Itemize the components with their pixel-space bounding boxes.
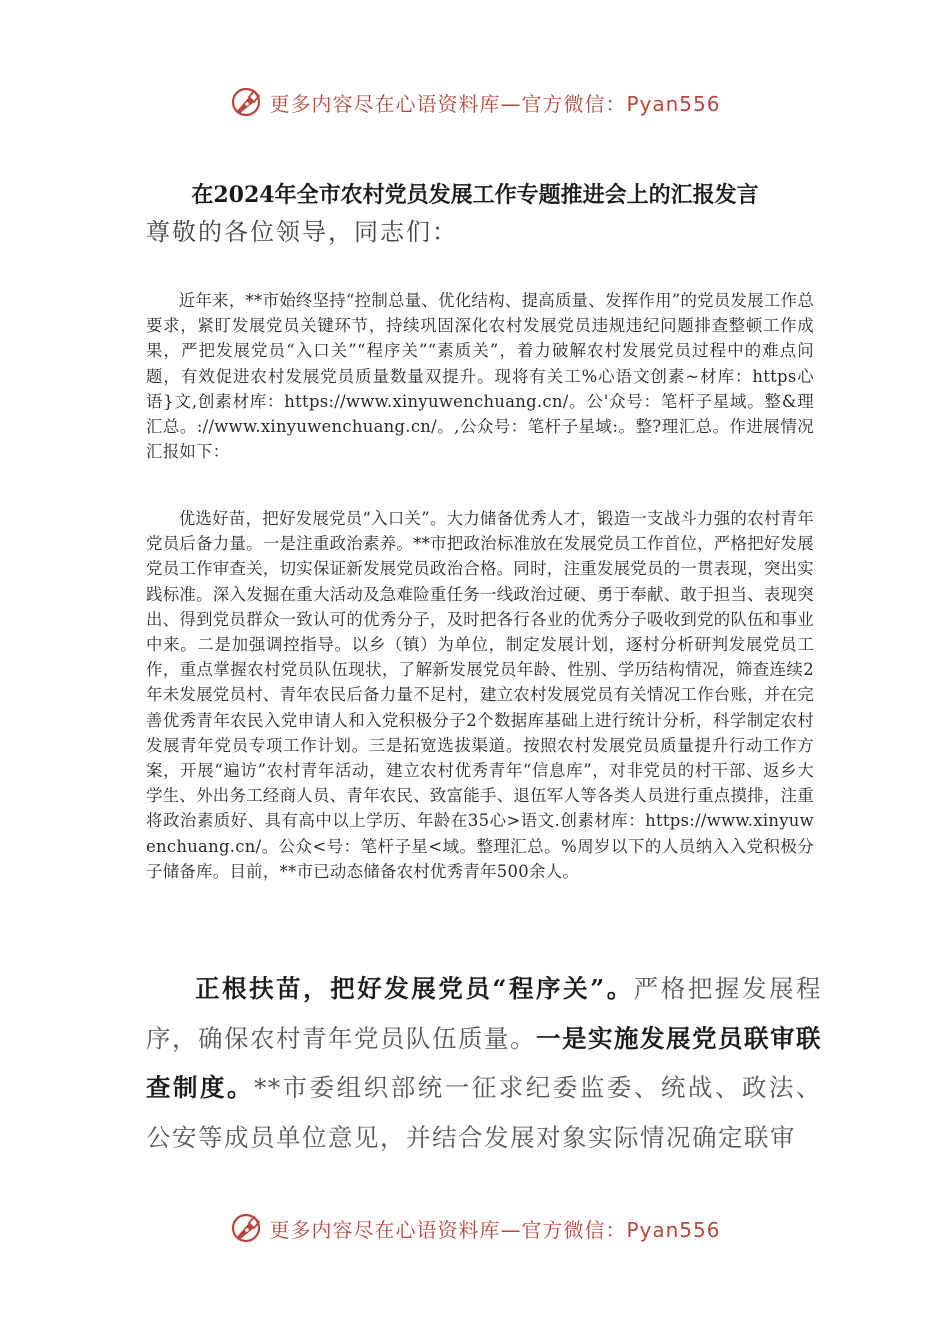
paragraph-entry-check: 优选好苗，把好发展党员“入口关”。大力储备优秀人才，锻造一支战斗力强的农村青年党员后备力量。一是注重政治素养。**市把政治标准放在发展党员工作首位，严格把好发展党员工作审查关，切实保证新发展党员政治合格。同时，注重发展党员的一贯表现，突出实践标准。深入发掘在重大活动及急难险重任务一线政治过硬、勇于奉献、敢于担当、表现突出、得到党员群众一致认可的优秀分子，及时把各行各业的优秀分子吸收到党的队伍和事业中来。二是加强调控指导。以乡（镇）为单位，制定发展计划，逐村分析研判发展党员工作，重点掌握农村党员队伍现状，了解新发展党员年龄、性别、学历结构情况，筛查连续2年未发展党员村、青年农民后备力量不足村，建立农村发展党员有关情况工作台账，并在完善优秀青年农民入党申请人和入党积极分子2个数据库基础上进行统计分析，科学制定农村发展青年党员专项工作计划。三是拓宽选拔渠道。按照农村发展党员质量提升行动工作方案，开展“遍访”农村青年活动，建立农村优秀青年“信息库”，对非党员的村干部、返乡大学生、外出务工经商人员、青年农民、致富能手、退伍军人等各类人员进行重点摸排，注重将政治素质好、具有高中以上学历、年龄在35心>语文.创素材库：https://www.xinyuwenchuang.cn/。公众<号：笔杆子星<域。整理汇总。%周岁以下的人员纳入入党积极分子储备库。目前，**市已动态储备农村优秀青年500余人。	[146, 509, 814, 881]
paragraph-intro: 近年来，**市始终坚持“控制总量、优化结构、提高质量、发挥作用”的党员发展工作总要求，紧盯发展党员关键环节，持续巩固深化农村发展党员违规违纪问题排查整顿工作成果，严把发展党员“入口关”“程序关”“素质关”，着力破解农村发展党员过程中的难点问题，有效促进农村发展党员质量数量双提升。现将有关工%心语文创素~材库：https心语}文,创素材库：https://www.xinyuwenchuang.cn/。公'众号：笔杆子星域。整&理汇总。://www.xinyuwenchuang.cn/。,公众号：笔杆子星域:。整?理汇总。作进展情况汇报如下：	[146, 291, 815, 462]
watermark-header	[0, 82, 950, 122]
paragraph-procedure-check	[146, 964, 822, 1162]
pen-nib-icon	[229, 85, 263, 119]
document-title: 在2024年全市农村党员发展工作专题推进会上的汇报发言	[191, 182, 759, 208]
salutation: 尊敬的各位领导，同志们：	[146, 218, 458, 246]
watermark-text: 更多内容尽在心语资料库—官方微信：Pyan556	[269, 91, 721, 116]
section-subheading: 一是实施发展党员联审联查制度。	[146, 1023, 822, 1102]
watermark-footer	[0, 1208, 950, 1248]
watermark-text: 更多内容尽在心语资料库—官方微信：Pyan556	[269, 1217, 721, 1242]
section-text-continued: **市委组织部统一征求纪委监委、统战、政法、公安等成员单位意见，并结合发展对象实际情况确定联审	[146, 1073, 823, 1152]
section-text: 严格把握发展程序，确保农村青年党员队伍质量。	[146, 974, 823, 1053]
pen-nib-icon	[229, 1211, 263, 1245]
section-heading: 正根扶苗，把好发展党员“程序关”。	[195, 974, 634, 1003]
